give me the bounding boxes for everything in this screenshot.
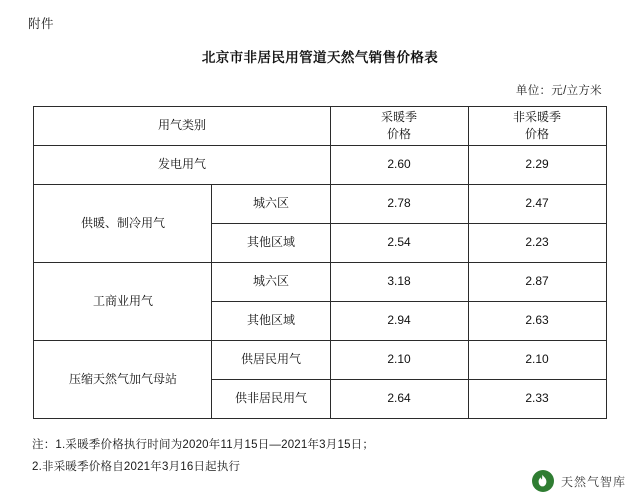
row-non-heating-price: 2.47 — [468, 185, 606, 224]
row-heating-price: 2.10 — [330, 341, 468, 380]
flame-icon — [532, 470, 554, 492]
price-table — [33, 106, 606, 419]
row-subcategory: 供居民用气 — [212, 341, 330, 380]
notes-block — [32, 435, 614, 479]
table-row — [34, 146, 606, 185]
row-category: 工商业用气 — [34, 263, 212, 341]
header-category: 用气类别 — [34, 107, 330, 146]
table-row — [34, 263, 606, 302]
header-non-heating-season — [468, 107, 606, 146]
row-non-heating-price: 2.29 — [468, 146, 606, 185]
row-heating-price: 2.60 — [330, 146, 468, 185]
row-subcategory: 城六区 — [212, 185, 330, 224]
row-non-heating-price: 2.87 — [468, 263, 606, 302]
header-heating-season — [330, 107, 468, 146]
note-line-2: 2.非采暖季价格自2021年3月16日起执行 — [32, 460, 241, 473]
header-non-heating-season-line2: 价格 — [524, 127, 549, 141]
row-category: 发电用气 — [34, 146, 330, 185]
row-subcategory: 供非居民用气 — [212, 380, 330, 419]
row-heating-price: 2.54 — [330, 224, 468, 263]
header-heating-season-line2: 价格 — [386, 127, 411, 141]
row-non-heating-price: 2.33 — [468, 380, 606, 419]
note-line-1: 注：1.采暖季价格执行时间为2020年11月15日—2021年3月15日； — [32, 439, 375, 451]
row-category: 压缩天然气加气母站 — [34, 341, 212, 419]
row-heating-price: 3.18 — [330, 263, 468, 302]
header-heating-season-line1: 采暖季 — [380, 109, 417, 124]
row-non-heating-price: 2.23 — [468, 224, 606, 263]
table-row — [34, 185, 606, 224]
watermark-text: 天然气智库 — [560, 474, 626, 489]
row-subcategory: 城六区 — [212, 263, 330, 302]
row-heating-price: 2.78 — [330, 185, 468, 224]
page-title: 北京市非居民用管道天然气销售价格表 — [201, 50, 439, 65]
row-category: 供暖、制冷用气 — [34, 185, 212, 263]
row-subcategory: 其他区域 — [212, 224, 330, 263]
watermark — [532, 470, 626, 492]
row-subcategory: 其他区域 — [212, 302, 330, 341]
table-row — [34, 341, 606, 380]
header-non-heating-season-line1: 非采暖季 — [512, 109, 561, 124]
row-heating-price: 2.64 — [330, 380, 468, 419]
row-non-heating-price: 2.63 — [468, 302, 606, 341]
row-heating-price: 2.94 — [330, 302, 468, 341]
table-header-row — [34, 107, 606, 146]
attachment-label: 附件 — [28, 17, 55, 31]
row-non-heating-price: 2.10 — [468, 341, 606, 380]
unit-note: 单位：元/立方米 — [515, 85, 602, 97]
